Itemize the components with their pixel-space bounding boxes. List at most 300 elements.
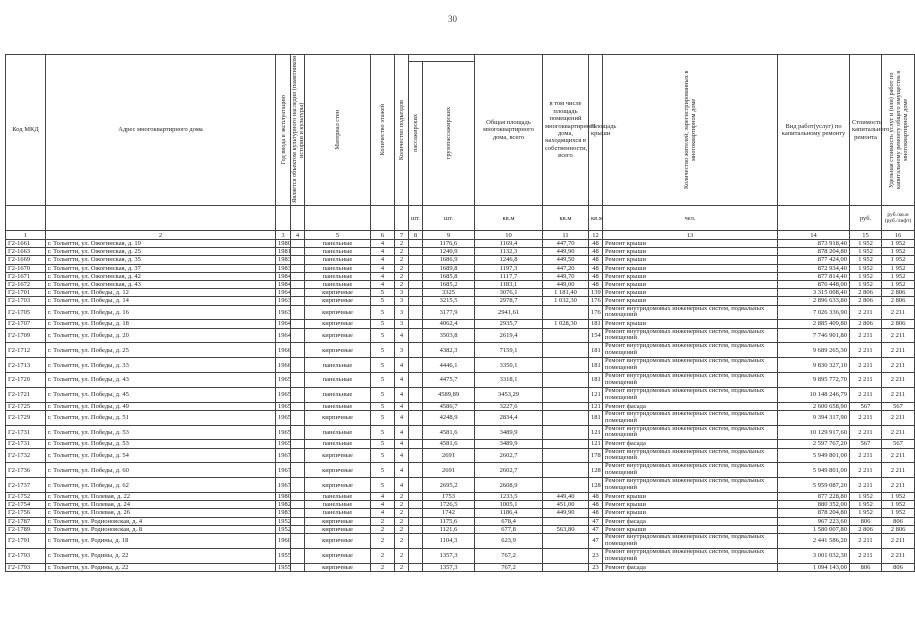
cell-incl-area: 1117,7 <box>475 272 543 280</box>
cell-entrances: 2 <box>395 272 409 280</box>
cell-work: Ремонт внутридомовых инженерных систем, подвальных помещений <box>603 548 778 563</box>
cell-floors: 5 <box>371 305 395 320</box>
cell-work: Ремонт крыши <box>603 272 778 280</box>
cell-total-area: 2691 <box>423 448 475 463</box>
cell-roof-area <box>543 478 589 493</box>
cell-floors: 4 <box>371 493 395 501</box>
cell-code: Г2-1791 <box>6 533 46 548</box>
cell-incl-area: 3350,1 <box>475 358 543 373</box>
cell-cost: 872 934,40 <box>778 264 850 272</box>
cell-lifts-pass <box>409 305 423 320</box>
cell-walls: панельные <box>305 272 371 280</box>
cell-floors: 4 <box>371 248 395 256</box>
cell-entrances: 2 <box>395 525 409 533</box>
cell-roof-area <box>543 358 589 373</box>
cell-cost: 9 689 265,30 <box>778 343 850 358</box>
cell-floors: 5 <box>371 448 395 463</box>
cell-cost: 876 448,00 <box>778 280 850 288</box>
cell-entrances: 4 <box>395 358 409 373</box>
cell-work: Ремонт крыши <box>603 240 778 248</box>
cell-unit-cost: 2 806 <box>850 289 882 297</box>
cell-incl-area: 767,2 <box>475 563 543 571</box>
cell-residents: 48 <box>589 240 603 248</box>
table-row <box>6 410 915 425</box>
cell-floors: 4 <box>371 256 395 264</box>
header-lifts-cargo: грузопассажирских <box>423 61 475 205</box>
cell-incl-area: 2608,9 <box>475 478 543 493</box>
column-number: 3 <box>276 231 291 240</box>
table-row <box>6 448 915 463</box>
cell-cost: 2 597 767,20 <box>778 440 850 448</box>
cell-year: 1965 <box>276 440 291 448</box>
cell-roof-area <box>543 425 589 440</box>
table-row <box>6 548 915 563</box>
cell-address: г. Тольятти, ул. Полевая, д. 26 <box>46 509 276 517</box>
cell-residents: 154 <box>589 328 603 343</box>
cell-entrances: 4 <box>395 425 409 440</box>
header-incl-area: в том числе площадь помещений многоквартирного дома, находящихся в собственности, всего <box>543 55 589 206</box>
cell-roof-area <box>543 448 589 463</box>
cell-incl-area: 677,8 <box>475 525 543 533</box>
cell-residents: 48 <box>589 493 603 501</box>
cell-unit-cost: 2 211 <box>850 372 882 387</box>
cell-max-cost: 1 952 <box>882 264 915 272</box>
cell-entrances: 3 <box>395 343 409 358</box>
cell-residents: 176 <box>589 297 603 305</box>
cell-lifts-pass <box>409 501 423 509</box>
table-row <box>6 525 915 533</box>
cell-floors: 5 <box>371 402 395 410</box>
cell-total-area: 1357,3 <box>423 548 475 563</box>
cell-entrances: 2 <box>395 517 409 525</box>
cell-cost: 5 949 801,00 <box>778 448 850 463</box>
cell-unit-cost: 1 952 <box>850 248 882 256</box>
cell-cost: 1 094 143,00 <box>778 563 850 571</box>
cell-max-cost: 2 211 <box>882 448 915 463</box>
cell-floors: 5 <box>371 297 395 305</box>
cell-year: 1964 <box>276 320 291 328</box>
cell-code: Г2-1670 <box>6 264 46 272</box>
cell-code: Г2-1731 <box>6 440 46 448</box>
header-address: Адрес многоквартирного дома <box>46 55 276 206</box>
cell-residents: 128 <box>589 478 603 493</box>
cell-unit-cost: 1 952 <box>850 240 882 248</box>
cell-entrances: 4 <box>395 478 409 493</box>
cell-incl-area: 678,4 <box>475 517 543 525</box>
cell-incl-area: 3453,29 <box>475 387 543 402</box>
cell-work: Ремонт крыши <box>603 248 778 256</box>
cell-floors: 4 <box>371 272 395 280</box>
cell-lifts-pass <box>409 297 423 305</box>
header-unit-cost: Удельная стоимость услуг и (или) работ по капитальному ремонту общего имущества в многоквартирном доме <box>882 55 915 206</box>
cell-work: Ремонт внутридомовых инженерных систем, подвальных помещений <box>603 387 778 402</box>
header-walls: Материал стен <box>305 55 371 206</box>
cell-address: г. Тольятти, ул. Победы, д. 53 <box>46 440 276 448</box>
cell-roof-area <box>543 463 589 478</box>
cell-roof-area: 1 181,40 <box>543 289 589 297</box>
cell-lifts-pass <box>409 289 423 297</box>
cell-entrances: 2 <box>395 548 409 563</box>
table-row <box>6 328 915 343</box>
cell-heritage <box>291 387 305 402</box>
cell-year: 1981 <box>276 248 291 256</box>
cell-max-cost: 2 211 <box>882 425 915 440</box>
cell-walls: кирпичные <box>305 343 371 358</box>
cell-lifts-pass <box>409 440 423 448</box>
cell-total-area: 1175,6 <box>423 517 475 525</box>
column-number: 16 <box>882 231 915 240</box>
cell-lifts-pass <box>409 410 423 425</box>
cell-code: Г2-1787 <box>6 517 46 525</box>
cell-entrances: 3 <box>395 305 409 320</box>
column-number: 15 <box>850 231 882 240</box>
cell-unit-cost: 2 211 <box>850 533 882 548</box>
cell-code: Г2-1709 <box>6 328 46 343</box>
cell-max-cost: 2 211 <box>882 478 915 493</box>
cell-total-area: 1104,3 <box>423 533 475 548</box>
cell-work: Ремонт фасада <box>603 517 778 525</box>
table-row <box>6 402 915 410</box>
table-row <box>6 387 915 402</box>
cell-max-cost: 2 211 <box>882 343 915 358</box>
cell-floors: 5 <box>371 328 395 343</box>
column-number: 8 <box>409 231 423 240</box>
cell-lifts-pass <box>409 280 423 288</box>
cell-heritage <box>291 493 305 501</box>
cell-cost: 877 424,00 <box>778 256 850 264</box>
cell-total-area: 1742 <box>423 509 475 517</box>
cell-max-cost: 2 211 <box>882 305 915 320</box>
cell-walls: панельные <box>305 509 371 517</box>
cell-roof-area: 451,00 <box>543 501 589 509</box>
cell-max-cost: 2 211 <box>882 533 915 548</box>
cell-cost: 3 001 032,30 <box>778 548 850 563</box>
cell-roof-area <box>543 402 589 410</box>
cell-entrances: 4 <box>395 372 409 387</box>
cell-incl-area: 1197,3 <box>475 264 543 272</box>
cell-heritage <box>291 533 305 548</box>
cell-incl-area: 3227,6 <box>475 402 543 410</box>
cell-max-cost: 806 <box>882 517 915 525</box>
cell-cost: 3 315 008,40 <box>778 289 850 297</box>
cell-residents: 23 <box>589 563 603 571</box>
cell-year: 1952 <box>276 517 291 525</box>
cell-address: г. Тольятти, ул. Родины, д. 18 <box>46 533 276 548</box>
cell-incl-area: 1005,1 <box>475 501 543 509</box>
cell-roof-area: 449,90 <box>543 248 589 256</box>
cell-roof-area: 447,20 <box>543 264 589 272</box>
cell-total-area: 4581,6 <box>423 440 475 448</box>
cell-year: 1964 <box>276 328 291 343</box>
cell-address: г. Тольятти, ул. Ожогинская, д. 42 <box>46 272 276 280</box>
cell-code: Г2-1705 <box>6 305 46 320</box>
header-cost: Стоимость капитального ремонта <box>850 55 882 206</box>
cell-entrances: 2 <box>395 509 409 517</box>
cell-floors: 5 <box>371 358 395 373</box>
cell-year: 1952 <box>276 525 291 533</box>
cell-residents: 48 <box>589 256 603 264</box>
cell-entrances: 2 <box>395 264 409 272</box>
cell-code: Г2-1721 <box>6 387 46 402</box>
cell-unit-cost: 2 211 <box>850 343 882 358</box>
unit-lifts-pass: шт. <box>409 206 423 231</box>
table-row <box>6 305 915 320</box>
cell-walls: кирпичные <box>305 448 371 463</box>
cell-unit-cost: 806 <box>850 517 882 525</box>
cell-lifts-pass <box>409 264 423 272</box>
cell-year: 1966 <box>276 343 291 358</box>
cell-code: Г2-1789 <box>6 525 46 533</box>
cell-unit-cost: 2 211 <box>850 548 882 563</box>
cell-lifts-pass <box>409 463 423 478</box>
capital-repair-table-sheet <box>5 54 912 572</box>
cell-heritage <box>291 548 305 563</box>
cell-max-cost: 2 806 <box>882 320 915 328</box>
cell-work: Ремонт крыши <box>603 264 778 272</box>
cell-unit-cost: 567 <box>850 440 882 448</box>
cell-roof-area <box>543 343 589 358</box>
cell-lifts-pass <box>409 248 423 256</box>
cell-roof-area: 1 028,30 <box>543 320 589 328</box>
cell-roof-area <box>543 548 589 563</box>
cell-total-area: 1753 <box>423 493 475 501</box>
column-number: 12 <box>589 231 603 240</box>
cell-work: Ремонт внутридомовых инженерных систем, подвальных помещений <box>603 328 778 343</box>
cell-code: Г2-1737 <box>6 478 46 493</box>
cell-residents: 48 <box>589 264 603 272</box>
cell-floors: 5 <box>371 372 395 387</box>
cell-cost: 2 896 633,80 <box>778 297 850 305</box>
cell-heritage <box>291 358 305 373</box>
cell-incl-area: 2602,7 <box>475 448 543 463</box>
cell-lifts-pass <box>409 548 423 563</box>
cell-unit-cost: 2 211 <box>850 478 882 493</box>
cell-residents: 181 <box>589 320 603 328</box>
cell-code: Г2-1720 <box>6 372 46 387</box>
unit-cost: руб. <box>850 206 882 231</box>
cell-unit-cost: 2 211 <box>850 305 882 320</box>
cell-year: 1967 <box>276 463 291 478</box>
header-year: Год ввода в эксплуатацию <box>276 55 291 206</box>
cell-code: Г2-1672 <box>6 280 46 288</box>
cell-address: г. Тольятти, ул. Родины, д. 22 <box>46 563 276 571</box>
cell-walls: кирпичные <box>305 289 371 297</box>
cell-heritage <box>291 478 305 493</box>
cell-incl-area: 1183,1 <box>475 280 543 288</box>
cell-unit-cost: 2 211 <box>850 387 882 402</box>
cell-heritage <box>291 501 305 509</box>
unit-residents: чел. <box>603 206 778 231</box>
cell-lifts-pass <box>409 256 423 264</box>
cell-lifts-pass <box>409 493 423 501</box>
cell-residents: 121 <box>589 402 603 410</box>
cell-roof-area <box>543 563 589 571</box>
cell-lifts-pass <box>409 320 423 328</box>
cell-address: г. Тольятти, ул. Родионовская, д. 4 <box>46 517 276 525</box>
cell-code: Г2-1712 <box>6 343 46 358</box>
cell-total-area: 4581,6 <box>423 425 475 440</box>
cell-floors: 4 <box>371 280 395 288</box>
cell-unit-cost: 1 952 <box>850 493 882 501</box>
cell-total-area: 1240,9 <box>423 248 475 256</box>
cell-roof-area: 449,70 <box>543 272 589 280</box>
cell-code: Г2-1756 <box>6 509 46 517</box>
cell-code: Г2-1661 <box>6 240 46 248</box>
cell-incl-area: 3489,9 <box>475 425 543 440</box>
cell-unit-cost: 1 952 <box>850 280 882 288</box>
cell-unit-cost: 2 806 <box>850 297 882 305</box>
cell-walls: кирпичные <box>305 410 371 425</box>
cell-walls: кирпичные <box>305 563 371 571</box>
cell-cost: 10 148 246,79 <box>778 387 850 402</box>
cell-cost: 878 204,80 <box>778 509 850 517</box>
cell-roof-area: 447,70 <box>543 240 589 248</box>
cell-cost: 7 026 336,90 <box>778 305 850 320</box>
cell-floors: 2 <box>371 533 395 548</box>
cell-residents: 176 <box>589 305 603 320</box>
cell-roof-area: 1 032,30 <box>543 297 589 305</box>
table-row <box>6 493 915 501</box>
cell-walls: панельные <box>305 387 371 402</box>
cell-address: г. Тольятти, ул. Победы, д. 51 <box>46 410 276 425</box>
cell-address: г. Тольятти, ул. Победы, д. 14 <box>46 297 276 305</box>
cell-max-cost: 1 952 <box>882 493 915 501</box>
cell-incl-area: 2619,4 <box>475 328 543 343</box>
cell-code: Г2-1752 <box>6 493 46 501</box>
cell-floors: 4 <box>371 240 395 248</box>
cell-work: Ремонт крыши <box>603 509 778 517</box>
cell-floors: 5 <box>371 410 395 425</box>
cell-walls: панельные <box>305 372 371 387</box>
cell-residents: 23 <box>589 548 603 563</box>
header-entrances: Количество подъездов <box>395 55 409 206</box>
cell-incl-area: 3076,1 <box>475 289 543 297</box>
cell-code: Г2-1793 <box>6 548 46 563</box>
cell-entrances: 2 <box>395 240 409 248</box>
header-floors: Количество этажей <box>371 55 395 206</box>
cell-work: Ремонт крыши <box>603 280 778 288</box>
cell-heritage <box>291 320 305 328</box>
cell-address: г. Тольятти, ул. Полевая, д. 22 <box>46 493 276 501</box>
table-row <box>6 320 915 328</box>
cell-heritage <box>291 463 305 478</box>
table-row <box>6 248 915 256</box>
cell-heritage <box>291 372 305 387</box>
cell-year: 1955 <box>276 563 291 571</box>
cell-incl-area: 2941,61 <box>475 305 543 320</box>
cell-walls: кирпичные <box>305 320 371 328</box>
cell-residents: 121 <box>589 425 603 440</box>
cell-residents: 121 <box>589 440 603 448</box>
cell-floors: 5 <box>371 440 395 448</box>
table-row <box>6 517 915 525</box>
cell-incl-area: 623,9 <box>475 533 543 548</box>
cell-entrances: 3 <box>395 289 409 297</box>
cell-walls: панельные <box>305 425 371 440</box>
cell-year: 1955 <box>276 548 291 563</box>
cell-incl-area: 1246,8 <box>475 256 543 264</box>
cell-year: 1983 <box>276 509 291 517</box>
header-roof-area: Площадь крыши <box>589 55 603 206</box>
cell-walls: панельные <box>305 264 371 272</box>
cell-cost: 9 830 327,10 <box>778 358 850 373</box>
cell-max-cost: 2 211 <box>882 548 915 563</box>
column-numbers-row <box>6 231 915 240</box>
table-row <box>6 533 915 548</box>
cell-floors: 4 <box>371 501 395 509</box>
cell-address: г. Тольятти, ул. Победы, д. 18 <box>46 320 276 328</box>
cell-work: Ремонт внутридомовых инженерных систем, подвальных помещений <box>603 463 778 478</box>
cell-residents: 48 <box>589 248 603 256</box>
cell-walls: панельные <box>305 240 371 248</box>
cell-address: г. Тольятти, ул. Ожогинская, д. 35 <box>46 256 276 264</box>
cell-work: Ремонт внутридомовых инженерных систем, подвальных помещений <box>603 305 778 320</box>
cell-entrances: 3 <box>395 320 409 328</box>
cell-unit-cost: 2 806 <box>850 320 882 328</box>
unit-unit-cost: руб./кв.м (руб./лифт) <box>882 206 915 231</box>
cell-walls: панельные <box>305 358 371 373</box>
cell-unit-cost: 2 211 <box>850 463 882 478</box>
cell-roof-area <box>543 305 589 320</box>
cell-incl-area: 1132,3 <box>475 248 543 256</box>
cell-code: Г2-1707 <box>6 320 46 328</box>
cell-year: 1984 <box>276 280 291 288</box>
cell-max-cost: 1 952 <box>882 501 915 509</box>
cell-lifts-pass <box>409 478 423 493</box>
cell-cost: 10 129 917,60 <box>778 425 850 440</box>
cell-lifts-pass <box>409 533 423 548</box>
cell-total-area: 1685,8 <box>423 272 475 280</box>
cell-incl-area: 1169,4 <box>475 240 543 248</box>
cell-lifts-pass <box>409 372 423 387</box>
cell-address: г. Тольятти, ул. Ожогинская, д. 37 <box>46 264 276 272</box>
cell-heritage <box>291 440 305 448</box>
cell-year: 1965 <box>276 402 291 410</box>
cell-cost: 880 352,00 <box>778 501 850 509</box>
cell-walls: панельные <box>305 440 371 448</box>
cell-code: Г2-1793 <box>6 563 46 571</box>
cell-year: 1966 <box>276 358 291 373</box>
cell-lifts-pass <box>409 402 423 410</box>
cell-address: г. Тольятти, ул. Победы, д. 12 <box>46 289 276 297</box>
capital-repair-table <box>5 54 915 572</box>
cell-code: Г2-1671 <box>6 272 46 280</box>
cell-code: Г2-1736 <box>6 463 46 478</box>
cell-incl-area: 7159,1 <box>475 343 543 358</box>
cell-heritage <box>291 256 305 264</box>
cell-total-area: 3215,5 <box>423 297 475 305</box>
header-lifts-pass: пассажирских <box>409 61 423 205</box>
cell-work: Ремонт фасада <box>603 402 778 410</box>
table-row <box>6 343 915 358</box>
unit-incl-area: кв.м <box>543 206 589 231</box>
cell-year: 1965 <box>276 410 291 425</box>
cell-heritage <box>291 410 305 425</box>
cell-work: Ремонт внутридомовых инженерных систем, подвальных помещений <box>603 448 778 463</box>
cell-entrances: 4 <box>395 440 409 448</box>
cell-entrances: 4 <box>395 448 409 463</box>
cell-year: 1967 <box>276 448 291 463</box>
cell-walls: панельные <box>305 501 371 509</box>
cell-unit-cost: 2 211 <box>850 425 882 440</box>
cell-roof-area: 563,80 <box>543 525 589 533</box>
cell-max-cost: 2 211 <box>882 358 915 373</box>
cell-lifts-pass <box>409 358 423 373</box>
cell-heritage <box>291 328 305 343</box>
header-code: Код МКД <box>6 55 46 206</box>
cell-floors: 4 <box>371 509 395 517</box>
cell-walls: кирпичные <box>305 478 371 493</box>
